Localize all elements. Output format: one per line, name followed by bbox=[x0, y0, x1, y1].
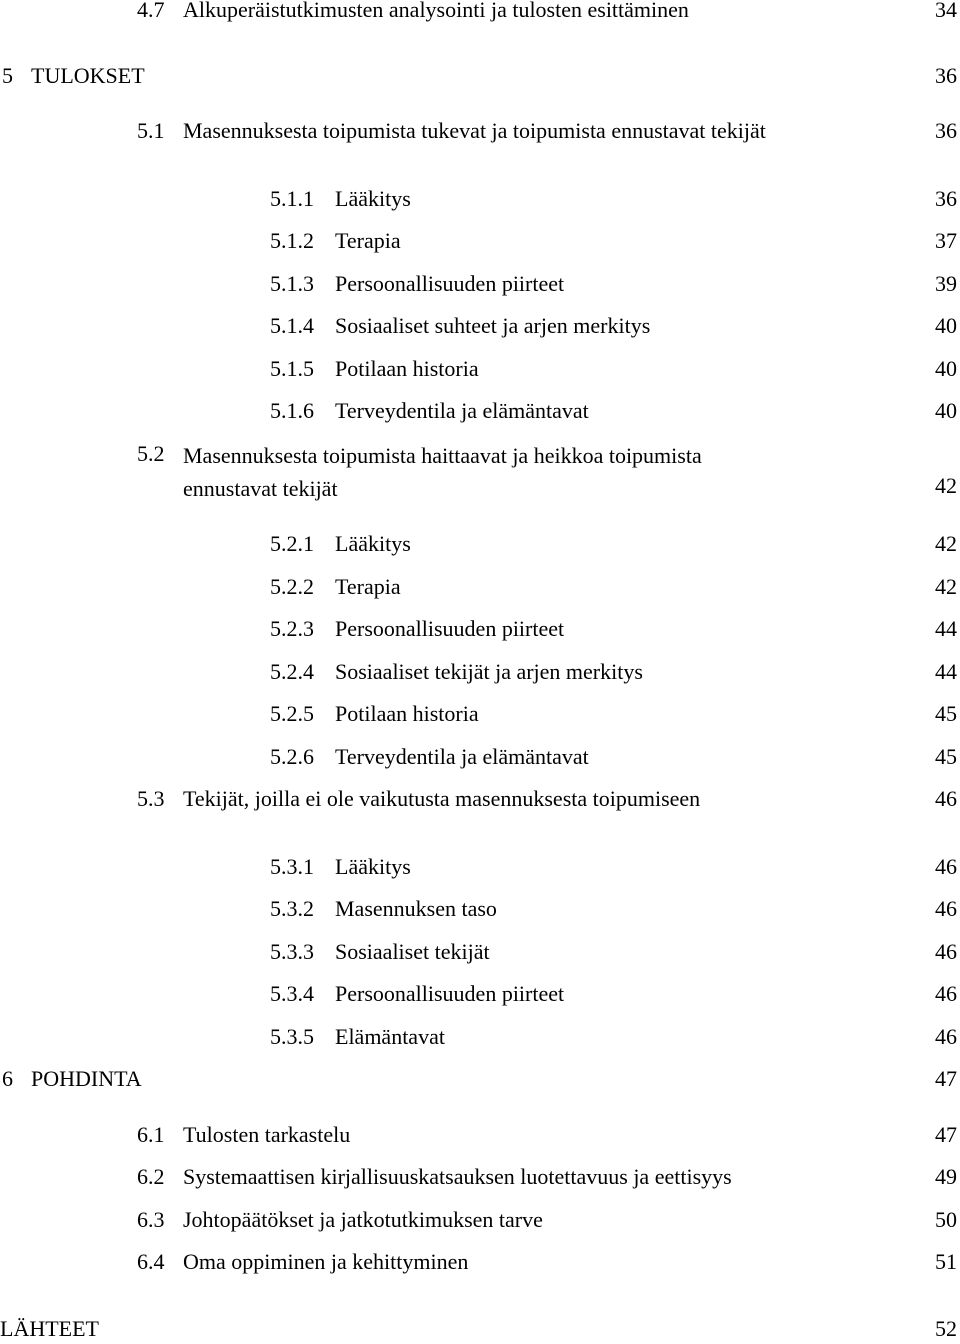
section-number: 5.2.6 bbox=[270, 744, 314, 769]
section-title: Potilaan historia bbox=[335, 356, 479, 381]
section-number: 5.3.3 bbox=[270, 939, 314, 964]
page-number: 36 bbox=[935, 63, 957, 88]
page-number: 51 bbox=[935, 1249, 957, 1274]
page-number: 36 bbox=[935, 186, 957, 211]
section-title: Persoonallisuuden piirteet bbox=[335, 271, 565, 296]
section-number: 6 bbox=[2, 1066, 13, 1091]
toc-entry-5-3-3[interactable] bbox=[0, 937, 960, 967]
section-number: 5.3.4 bbox=[270, 981, 314, 1006]
section-title: Oma oppiminen ja kehittyminen bbox=[183, 1249, 469, 1274]
section-number: 5.3.2 bbox=[270, 896, 314, 921]
toc-entry-5-1-4[interactable] bbox=[0, 311, 960, 341]
section-number: 5.2.2 bbox=[270, 574, 314, 599]
page-number: 45 bbox=[935, 701, 957, 726]
toc-entry-5-1-6[interactable] bbox=[0, 396, 960, 426]
page-number: 40 bbox=[935, 398, 957, 423]
section-title: Systemaattisen kirjallisuuskatsauksen luotettavuus ja eettisyys bbox=[183, 1164, 732, 1189]
section-title bbox=[183, 439, 702, 505]
section-number: 5.3 bbox=[137, 786, 165, 811]
section-title-line-1: Masennuksesta toipumista haittaavat ja heikkoa toipumista bbox=[183, 443, 702, 468]
section-title: Masennuksen taso bbox=[335, 896, 497, 921]
section-title: Johtopäätökset ja jatkotutkimuksen tarve bbox=[183, 1207, 543, 1232]
section-title: Sosiaaliset tekijät bbox=[335, 939, 490, 964]
page-number: 44 bbox=[935, 616, 957, 641]
page-number: 42 bbox=[935, 574, 957, 599]
section-title: Terveydentila ja elämäntavat bbox=[335, 744, 589, 769]
section-title: Terveydentila ja elämäntavat bbox=[335, 398, 589, 423]
section-title: Persoonallisuuden piirteet bbox=[335, 981, 565, 1006]
toc-entry-5-3-5[interactable] bbox=[0, 1022, 960, 1052]
section-title: Lääkitys bbox=[335, 854, 411, 879]
section-title: Alkuperäistutkimusten analysointi ja tulosten esittäminen bbox=[183, 0, 689, 22]
page-number: 52 bbox=[935, 1316, 957, 1341]
section-number: 6.2 bbox=[137, 1164, 165, 1189]
section-number: 6.4 bbox=[137, 1249, 165, 1274]
section-number: 5.3.1 bbox=[270, 854, 314, 879]
section-title: Sosiaaliset suhteet ja arjen merkitys bbox=[335, 313, 651, 338]
section-title: POHDINTA bbox=[31, 1066, 142, 1091]
section-number: 5.1.1 bbox=[270, 186, 314, 211]
section-number: 6.3 bbox=[137, 1207, 165, 1232]
section-number: 5.3.5 bbox=[270, 1024, 314, 1049]
page-number: 34 bbox=[935, 0, 957, 22]
page-number: 49 bbox=[935, 1164, 957, 1189]
toc-entry-5-2-3[interactable] bbox=[0, 614, 960, 644]
toc-entry-5-1-3[interactable] bbox=[0, 269, 960, 299]
page-number: 40 bbox=[935, 356, 957, 381]
section-number: 5.2.4 bbox=[270, 659, 314, 684]
section-number: 4.7 bbox=[137, 0, 165, 22]
page-number: 37 bbox=[935, 228, 957, 253]
section-number: 5.1.6 bbox=[270, 398, 314, 423]
page-number: 42 bbox=[935, 473, 957, 498]
section-title: Lääkitys bbox=[335, 186, 411, 211]
page-number: 46 bbox=[935, 939, 957, 964]
page-number: 46 bbox=[935, 981, 957, 1006]
section-number: 5 bbox=[2, 63, 13, 88]
toc-entry-lahteet[interactable] bbox=[0, 1314, 960, 1344]
section-title: Tekijät, joilla ei ole vaikutusta masennuksesta toipumiseen bbox=[183, 786, 701, 811]
toc-entry-5-1-2[interactable] bbox=[0, 226, 960, 256]
section-number: 6.1 bbox=[137, 1122, 165, 1147]
section-title: Terapia bbox=[335, 228, 401, 253]
page-number: 36 bbox=[935, 118, 957, 143]
toc-entry-4-7[interactable] bbox=[0, 0, 960, 25]
section-title: Lääkitys bbox=[335, 531, 411, 556]
section-title: Potilaan historia bbox=[335, 701, 479, 726]
toc-entry-6-1[interactable] bbox=[0, 1120, 960, 1150]
toc-entry-5-1-1[interactable] bbox=[0, 184, 960, 214]
page-number: 40 bbox=[935, 313, 957, 338]
toc-entry-6[interactable] bbox=[0, 1064, 960, 1094]
section-title: LÄHTEET bbox=[0, 1316, 99, 1341]
section-title: Sosiaaliset tekijät ja arjen merkitys bbox=[335, 659, 643, 684]
page-number: 46 bbox=[935, 1024, 957, 1049]
section-title: Tulosten tarkastelu bbox=[183, 1122, 351, 1147]
toc-entry-5-2-1[interactable] bbox=[0, 529, 960, 559]
page-number: 50 bbox=[935, 1207, 957, 1232]
section-number: 5.1.5 bbox=[270, 356, 314, 381]
toc-entry-5-2-2[interactable] bbox=[0, 572, 960, 602]
page-number: 39 bbox=[935, 271, 957, 296]
toc-entry-5-3-1[interactable] bbox=[0, 852, 960, 882]
toc-entry-6-2[interactable] bbox=[0, 1162, 960, 1192]
section-title: Persoonallisuuden piirteet bbox=[335, 616, 565, 641]
page-number: 44 bbox=[935, 659, 957, 684]
toc-entry-5[interactable] bbox=[0, 61, 960, 91]
page-number: 42 bbox=[935, 531, 957, 556]
section-title: Masennuksesta toipumista tukevat ja toipumista ennustavat tekijät bbox=[183, 118, 766, 143]
toc-entry-6-4[interactable] bbox=[0, 1247, 960, 1277]
toc-entry-5-3-2[interactable] bbox=[0, 894, 960, 924]
section-number: 5.2.1 bbox=[270, 531, 314, 556]
section-title: Terapia bbox=[335, 574, 401, 599]
page-number: 45 bbox=[935, 744, 957, 769]
page-number: 47 bbox=[935, 1066, 957, 1091]
section-number: 5.1.3 bbox=[270, 271, 314, 296]
toc-entry-5-3-4[interactable] bbox=[0, 979, 960, 1009]
section-number: 5.2.3 bbox=[270, 616, 314, 641]
toc-entry-5-2-5[interactable] bbox=[0, 699, 960, 729]
section-number: 5.1.4 bbox=[270, 313, 314, 338]
toc-entry-5-1[interactable] bbox=[0, 116, 960, 146]
toc-entry-5-1-5[interactable] bbox=[0, 354, 960, 384]
page-number: 46 bbox=[935, 896, 957, 921]
section-number: 5.2 bbox=[137, 441, 165, 466]
section-title: Elämäntavat bbox=[335, 1024, 445, 1049]
page-number: 46 bbox=[935, 786, 957, 811]
section-number: 5.1.2 bbox=[270, 228, 314, 253]
section-number: 5.1 bbox=[137, 118, 165, 143]
toc-entry-5-2-4[interactable] bbox=[0, 657, 960, 687]
toc-entry-5-3[interactable] bbox=[0, 784, 960, 814]
page-number: 47 bbox=[935, 1122, 957, 1147]
toc-entry-6-3[interactable] bbox=[0, 1205, 960, 1235]
page-number: 46 bbox=[935, 854, 957, 879]
section-number: 5.2.5 bbox=[270, 701, 314, 726]
toc-entry-5-2-6[interactable] bbox=[0, 742, 960, 772]
section-title: TULOKSET bbox=[31, 63, 145, 88]
section-title-line-2: ennustavat tekijät bbox=[183, 476, 338, 501]
toc-entry-5-2[interactable] bbox=[0, 439, 960, 501]
